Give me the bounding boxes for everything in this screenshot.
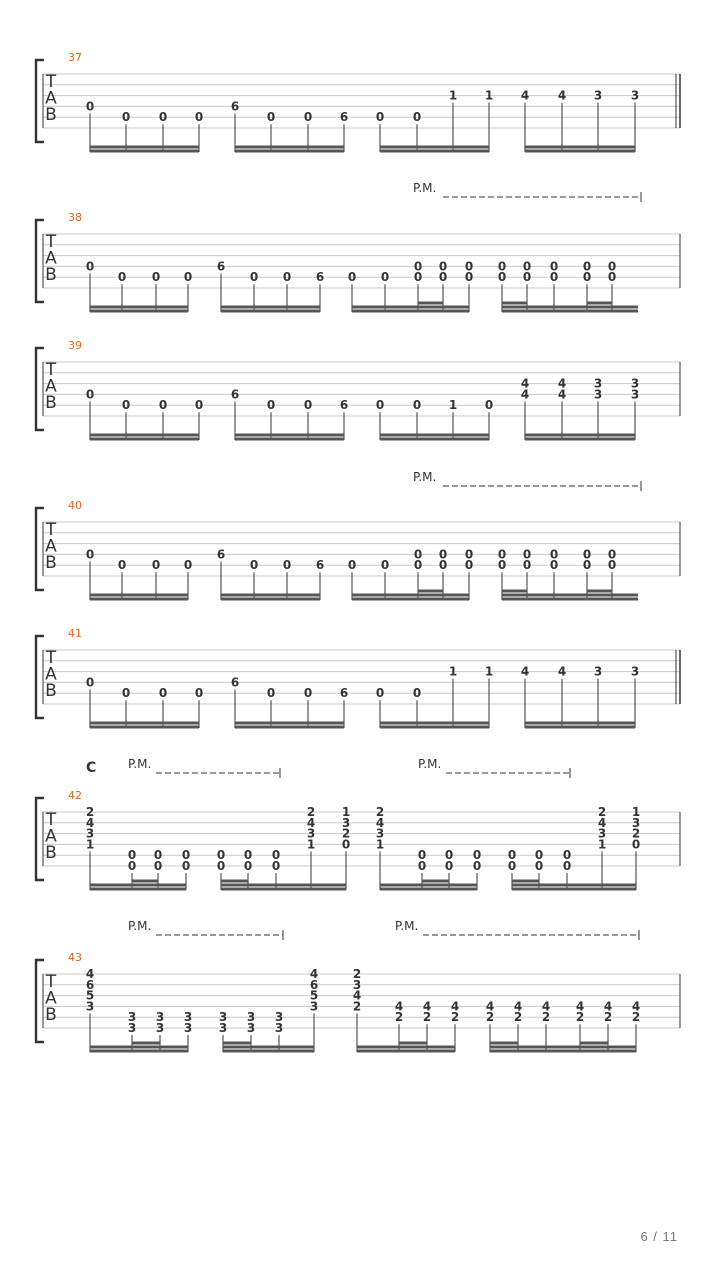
fret-number: 0 [216, 859, 226, 873]
fret-number: 6 [315, 558, 325, 573]
fret-number: 2 [485, 1010, 495, 1025]
tab-system-39 [36, 339, 680, 440]
fret-number: 0 [607, 558, 617, 573]
palm-mute-label: P.M. [413, 470, 437, 484]
fret-number: 3 [127, 1010, 137, 1025]
fret-number: 0 [303, 686, 313, 701]
fret-number: 3 [593, 376, 603, 391]
fret-number: 0 [375, 110, 385, 125]
fret-number: 3 [593, 88, 603, 103]
fret-number: 0 [243, 848, 253, 863]
fret-number: 0 [507, 859, 517, 873]
tab-clef-letter: A [45, 536, 57, 557]
fret-number: 2 [575, 1010, 585, 1025]
fret-number: 3 [218, 1021, 228, 1035]
fret-number: 0 [412, 110, 422, 125]
fret-number: 0 [497, 558, 507, 573]
fret-number: 3 [155, 1010, 165, 1025]
measure-number: 41 [68, 627, 82, 640]
fret-number: 2 [306, 805, 316, 819]
fret-number: 3 [274, 1021, 284, 1035]
fret-number: 0 [117, 558, 127, 573]
fret-number: 4 [309, 967, 319, 981]
fret-number: 0 [534, 848, 544, 863]
fret-number: 2 [394, 1010, 404, 1025]
fret-number: 0 [413, 259, 423, 274]
fret-number: 0 [522, 558, 532, 573]
fret-number: 3 [630, 88, 640, 103]
fret-number: 0 [375, 398, 385, 413]
fret-number: 0 [266, 398, 276, 413]
fret-number: 0 [582, 547, 592, 562]
fret-number: 0 [303, 398, 313, 413]
fret-number: 2 [375, 805, 385, 819]
tab-clef-letter: T [45, 520, 57, 540]
fret-number: 3 [183, 1021, 193, 1035]
fret-number: 2 [422, 1010, 432, 1025]
fret-number: 0 [194, 398, 204, 413]
tab-clef-letter: B [45, 553, 57, 573]
fret-number: 1 [448, 88, 458, 103]
fret-number: 0 [607, 270, 617, 285]
measure-number: 43 [68, 951, 82, 964]
fret-number: 3 [352, 977, 362, 992]
fret-number: 0 [347, 270, 357, 285]
fret-number: 3 [85, 826, 95, 841]
fret-number: 3 [218, 1010, 228, 1025]
fret-number: 2 [631, 826, 641, 841]
fret-number: 0 [497, 270, 507, 285]
fret-number: 3 [306, 826, 316, 841]
fret-number: 3 [341, 815, 351, 830]
tab-clef-letter: T [45, 232, 57, 252]
fret-number: 0 [158, 110, 168, 125]
fret-number: 3 [183, 1010, 193, 1025]
fret-number: 0 [484, 398, 494, 413]
fret-number: 0 [631, 837, 641, 852]
tab-clef-letter: T [45, 972, 57, 992]
fret-number: 0 [507, 848, 517, 863]
fret-number: 0 [444, 859, 454, 873]
fret-number: 0 [158, 398, 168, 413]
fret-number: 0 [413, 270, 423, 285]
measure-number: 42 [68, 789, 82, 802]
fret-number: 4 [597, 815, 607, 830]
tab-clef-letter: T [45, 72, 57, 92]
tab-clef-letter: A [45, 826, 57, 847]
fret-number: 0 [303, 110, 313, 125]
fret-number: 4 [450, 999, 460, 1014]
fret-number: 0 [85, 547, 95, 562]
tab-system-41 [36, 627, 680, 728]
fret-number: 0 [151, 270, 161, 285]
fret-number: 4 [557, 664, 567, 679]
fret-number: 0 [282, 558, 292, 573]
fret-number: 0 [341, 837, 351, 852]
fret-number: 0 [464, 547, 474, 562]
tab-clef-letter: A [45, 248, 57, 269]
fret-number: 0 [85, 675, 95, 690]
fret-number: 4 [394, 999, 404, 1014]
fret-number: 4 [575, 999, 585, 1014]
fret-number: 3 [274, 1010, 284, 1025]
fret-number: 0 [464, 259, 474, 274]
fret-number: 0 [607, 547, 617, 562]
fret-number: 4 [631, 999, 641, 1014]
fret-number: 3 [85, 999, 95, 1014]
fret-number: 0 [271, 859, 281, 873]
tab-clef-letter: B [45, 265, 57, 285]
fret-number: 3 [127, 1021, 137, 1035]
fret-number: 0 [266, 686, 276, 701]
fret-number: 3 [630, 376, 640, 391]
fret-number: 0 [266, 110, 276, 125]
fret-number: 6 [230, 675, 240, 690]
fret-number: 6 [85, 977, 95, 992]
fret-number: 0 [549, 270, 559, 285]
fret-number: 0 [413, 547, 423, 562]
fret-number: 0 [607, 259, 617, 274]
fret-number: 0 [85, 387, 95, 402]
fret-number: 0 [417, 848, 427, 863]
fret-number: 0 [522, 270, 532, 285]
tab-system-42 [36, 757, 680, 890]
fret-number: 0 [85, 99, 95, 114]
fret-number: 0 [549, 259, 559, 274]
tab-system-37 [36, 51, 680, 152]
fret-number: 0 [412, 686, 422, 701]
fret-number: 4 [85, 815, 95, 830]
fret-number: 6 [339, 110, 349, 125]
fret-number: 3 [593, 387, 603, 402]
fret-number: 3 [375, 826, 385, 841]
tab-clef-letter: T [45, 810, 57, 830]
fret-number: 0 [582, 270, 592, 285]
tab-system-38 [36, 181, 680, 312]
fret-number: 0 [181, 859, 191, 873]
palm-mute-label: P.M. [128, 919, 152, 933]
fret-number: 4 [375, 815, 385, 830]
page-number: 6 / 11 [640, 1229, 678, 1244]
fret-number: 0 [194, 686, 204, 701]
fret-number: 0 [497, 259, 507, 274]
fret-number: 1 [484, 664, 494, 679]
fret-number: 1 [85, 837, 95, 852]
fret-number: 0 [194, 110, 204, 125]
fret-number: 2 [352, 967, 362, 981]
fret-number: 1 [306, 837, 316, 852]
fret-number: 4 [520, 376, 530, 391]
fret-number: 3 [246, 1010, 256, 1025]
fret-number: 0 [121, 110, 131, 125]
fret-number: 1 [631, 805, 641, 819]
fret-number: 3 [309, 999, 319, 1014]
fret-number: 0 [181, 848, 191, 863]
tab-clef-letter: B [45, 1005, 57, 1025]
fret-number: 0 [472, 859, 482, 873]
fret-number: 6 [315, 270, 325, 285]
fret-number: 3 [630, 387, 640, 402]
fret-number: 5 [85, 988, 95, 1003]
tab-system-43 [36, 919, 680, 1052]
section-label: C [86, 760, 97, 776]
fret-number: 2 [352, 999, 362, 1014]
fret-number: 6 [309, 977, 319, 992]
tab-clef-letter: A [45, 988, 57, 1009]
fret-number: 0 [249, 270, 259, 285]
palm-mute-label: P.M. [418, 757, 442, 771]
fret-number: 1 [448, 664, 458, 679]
fret-number: 0 [380, 270, 390, 285]
palm-mute-label: P.M. [395, 919, 419, 933]
fret-number: 0 [282, 270, 292, 285]
fret-number: 0 [582, 259, 592, 274]
fret-number: 6 [339, 398, 349, 413]
fret-number: 3 [597, 826, 607, 841]
fret-number: 0 [158, 686, 168, 701]
fret-number: 1 [375, 837, 385, 852]
fret-number: 0 [497, 547, 507, 562]
tab-clef-letter: A [45, 664, 57, 685]
fret-number: 0 [243, 859, 253, 873]
fret-number: 6 [339, 686, 349, 701]
fret-number: 0 [380, 558, 390, 573]
fret-number: 4 [603, 999, 613, 1014]
fret-number: 0 [375, 686, 385, 701]
fret-number: 5 [309, 988, 319, 1003]
fret-number: 3 [155, 1021, 165, 1035]
fret-number: 0 [464, 270, 474, 285]
fret-number: 1 [597, 837, 607, 852]
fret-number: 4 [520, 88, 530, 103]
fret-number: 2 [450, 1010, 460, 1025]
fret-number: 2 [513, 1010, 523, 1025]
fret-number: 0 [183, 270, 193, 285]
fret-number: 0 [472, 848, 482, 863]
fret-number: 0 [534, 859, 544, 873]
fret-number: 0 [413, 558, 423, 573]
fret-number: 4 [557, 88, 567, 103]
fret-number: 4 [485, 999, 495, 1014]
fret-number: 0 [438, 259, 448, 274]
fret-number: 0 [444, 848, 454, 863]
fret-number: 4 [352, 988, 362, 1003]
fret-number: 4 [306, 815, 316, 830]
fret-number: 2 [597, 805, 607, 819]
fret-number: 0 [216, 848, 226, 863]
fret-number: 2 [603, 1010, 613, 1025]
fret-number: 0 [549, 558, 559, 573]
fret-number: 1 [484, 88, 494, 103]
fret-number: 4 [541, 999, 551, 1014]
fret-number: 0 [522, 547, 532, 562]
tab-clef-letter: A [45, 376, 57, 397]
fret-number: 3 [593, 664, 603, 679]
fret-number: 0 [562, 859, 572, 873]
fret-number: 0 [562, 848, 572, 863]
palm-mute-label: P.M. [413, 181, 437, 195]
fret-number: 0 [464, 558, 474, 573]
fret-number: 2 [85, 805, 95, 819]
fret-number: 2 [541, 1010, 551, 1025]
fret-number: 0 [417, 859, 427, 873]
tab-clef-letter: B [45, 105, 57, 125]
fret-number: 2 [341, 826, 351, 841]
fret-number: 0 [438, 547, 448, 562]
fret-number: 6 [230, 387, 240, 402]
fret-number: 3 [631, 815, 641, 830]
fret-number: 0 [438, 558, 448, 573]
fret-number: 0 [85, 259, 95, 274]
fret-number: 0 [549, 547, 559, 562]
fret-number: 1 [448, 398, 458, 413]
fret-number: 0 [127, 848, 137, 863]
fret-number: 4 [557, 376, 567, 391]
fret-number: 0 [183, 558, 193, 573]
fret-number: 4 [85, 967, 95, 981]
fret-number: 1 [341, 805, 351, 819]
fret-number: 4 [513, 999, 523, 1014]
tab-clef-letter: B [45, 393, 57, 413]
measure-number: 40 [68, 499, 82, 512]
fret-number: 0 [153, 859, 163, 873]
tab-clef-letter: T [45, 360, 57, 380]
fret-number: 3 [630, 664, 640, 679]
fret-number: 4 [520, 664, 530, 679]
fret-number: 6 [230, 99, 240, 114]
fret-number: 0 [151, 558, 161, 573]
tab-system-40 [36, 470, 680, 600]
fret-number: 4 [520, 387, 530, 402]
tab-clef-letter: B [45, 681, 57, 701]
fret-number: 0 [522, 259, 532, 274]
palm-mute-label: P.M. [128, 757, 152, 771]
measure-number: 37 [68, 51, 82, 64]
fret-number: 0 [438, 270, 448, 285]
tab-clef-letter: B [45, 843, 57, 863]
measure-number: 38 [68, 211, 82, 224]
tab-clef-letter: T [45, 648, 57, 668]
fret-number: 0 [121, 398, 131, 413]
tab-clef-letter: A [45, 88, 57, 109]
fret-number: 0 [153, 848, 163, 863]
fret-number: 0 [412, 398, 422, 413]
fret-number: 0 [127, 859, 137, 873]
fret-number: 0 [117, 270, 127, 285]
fret-number: 6 [216, 259, 226, 274]
fret-number: 4 [557, 387, 567, 402]
fret-number: 0 [271, 848, 281, 863]
fret-number: 4 [422, 999, 432, 1014]
fret-number: 6 [216, 547, 226, 562]
fret-number: 0 [582, 558, 592, 573]
fret-number: 0 [249, 558, 259, 573]
fret-number: 3 [246, 1021, 256, 1035]
fret-number: 0 [121, 686, 131, 701]
fret-number: 2 [631, 1010, 641, 1025]
fret-number: 0 [347, 558, 357, 573]
measure-number: 39 [68, 339, 82, 352]
